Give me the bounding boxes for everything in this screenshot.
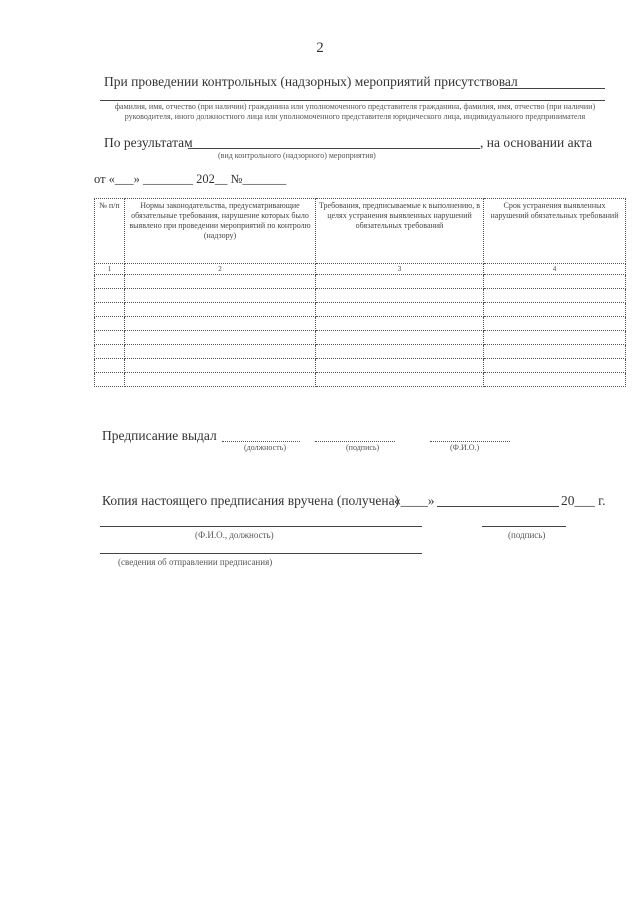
table-cell bbox=[484, 303, 626, 317]
table-row bbox=[95, 359, 626, 373]
results-note: (вид контрольного (надзорного) мероприятия) bbox=[218, 151, 376, 160]
table-cell bbox=[95, 303, 125, 317]
table-cell bbox=[316, 373, 484, 387]
table-cell bbox=[125, 317, 316, 331]
table-row bbox=[95, 275, 626, 289]
table-cell bbox=[484, 359, 626, 373]
table-cell bbox=[125, 359, 316, 373]
table-cell bbox=[125, 275, 316, 289]
table-cell bbox=[125, 331, 316, 345]
issued-position-line bbox=[222, 441, 300, 442]
sending-note: (сведения об отправлении предписания) bbox=[118, 557, 273, 567]
sending-line bbox=[100, 553, 422, 554]
issued-signature-line bbox=[315, 441, 395, 442]
column-number: 3 bbox=[316, 264, 484, 275]
table-row bbox=[95, 373, 626, 387]
copy-date-day: «____» bbox=[394, 493, 435, 508]
table-cell bbox=[95, 359, 125, 373]
header-norms: Нормы законодательства, предусматривающие обязательные требования, нарушение которых было выявлено при проведении мероприятий по контролю (надзору) bbox=[125, 199, 316, 264]
issued-label: Предписание выдал bbox=[102, 428, 217, 443]
table-cell bbox=[95, 373, 125, 387]
table-cell bbox=[125, 345, 316, 359]
column-number: 1 bbox=[95, 264, 125, 275]
copy-signature-note: (подпись) bbox=[508, 530, 546, 540]
results-line bbox=[188, 148, 480, 149]
copy-name-position-note: (Ф.И.О., должность) bbox=[195, 530, 274, 540]
column-number: 2 bbox=[125, 264, 316, 275]
copy-year: 20___ г. bbox=[561, 493, 606, 508]
table-cell bbox=[484, 331, 626, 345]
table-cell bbox=[125, 303, 316, 317]
table-cell bbox=[316, 289, 484, 303]
issued-name-line bbox=[430, 441, 510, 442]
header-number: № п/п bbox=[95, 199, 125, 264]
table-cell bbox=[316, 359, 484, 373]
column-number: 4 bbox=[484, 264, 626, 275]
presence-line-2 bbox=[100, 100, 605, 101]
table-cell bbox=[95, 289, 125, 303]
table-cell bbox=[125, 289, 316, 303]
requirements-table bbox=[94, 198, 626, 387]
table-cell bbox=[484, 373, 626, 387]
table-cell bbox=[95, 331, 125, 345]
header-deadline: Срок устранения выявленных нарушений обязательных требований bbox=[484, 199, 626, 264]
table-cell bbox=[316, 303, 484, 317]
table-header-row bbox=[95, 199, 626, 264]
copy-label: Копия настоящего предписания вручена (получена) bbox=[102, 493, 400, 508]
copy-signature-line bbox=[482, 526, 566, 527]
table-row bbox=[95, 289, 626, 303]
presence-note: фамилия, имя, отчество (при наличии) гражданина или уполномоченного представителя гражданина, фамилия, имя, отчество (при наличии) руководителя, иного должностного лица или уполномоченного представителя юридического лица, индивидуального предпринимателя bbox=[114, 102, 596, 121]
copy-name-line bbox=[100, 526, 422, 527]
table-cell bbox=[316, 331, 484, 345]
act-date: от «___» ________ 202__ №_______ bbox=[94, 172, 287, 186]
header-requirements: Требования, предписываемые к выполнению, в целях устранения выявленных нарушений обязательных требований bbox=[316, 199, 484, 264]
results-suffix: , на основании акта bbox=[480, 135, 593, 150]
page-number: 2 bbox=[316, 40, 324, 56]
table-row bbox=[95, 345, 626, 359]
table-cell bbox=[316, 345, 484, 359]
presence-line bbox=[500, 88, 605, 89]
issued-position-note: (должность) bbox=[244, 443, 286, 452]
presence-label: При проведении контрольных (надзорных) мероприятий присутствовал bbox=[104, 74, 518, 89]
table-cell bbox=[95, 275, 125, 289]
table-cell bbox=[125, 373, 316, 387]
table-row bbox=[95, 317, 626, 331]
copy-date-line bbox=[437, 506, 559, 507]
table-row bbox=[95, 303, 626, 317]
table-row bbox=[95, 331, 626, 345]
issued-signature-note: (подпись) bbox=[346, 443, 380, 452]
table-column-numbers bbox=[95, 264, 626, 275]
issued-name-note: (Ф.И.О.) bbox=[450, 443, 480, 452]
table-cell bbox=[484, 345, 626, 359]
table-cell bbox=[95, 317, 125, 331]
table-cell bbox=[95, 345, 125, 359]
table-cell bbox=[484, 275, 626, 289]
table-cell bbox=[316, 317, 484, 331]
table-cell bbox=[484, 317, 626, 331]
results-prefix: По результатам bbox=[104, 135, 193, 150]
table-cell bbox=[316, 275, 484, 289]
table-cell bbox=[484, 289, 626, 303]
